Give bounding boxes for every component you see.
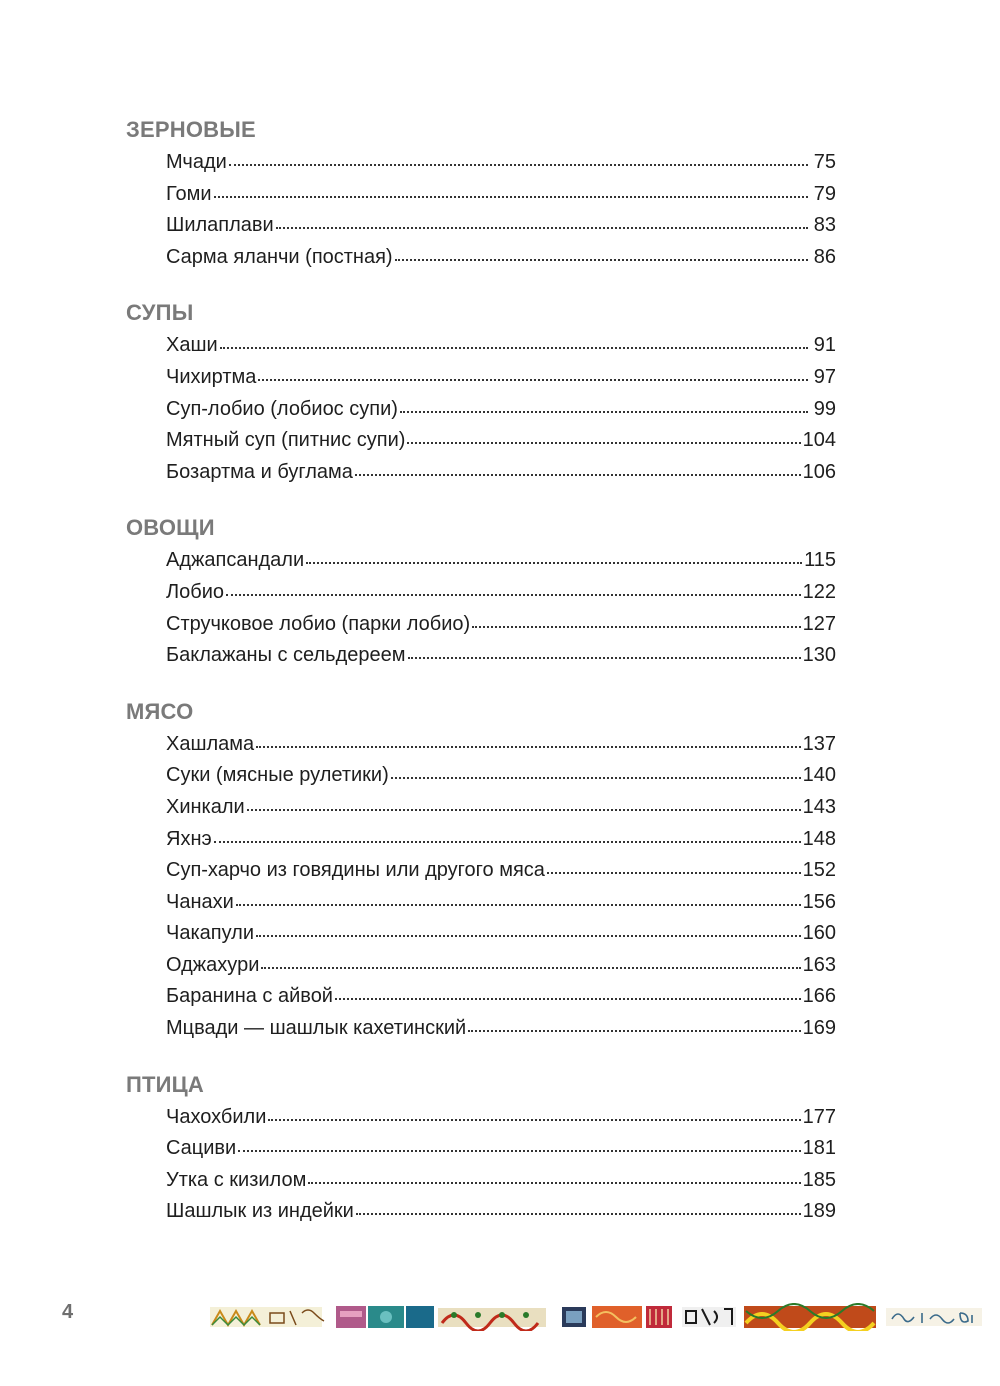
entry-page-number: 97 bbox=[813, 365, 836, 388]
dot-leader bbox=[214, 195, 808, 198]
dot-leader bbox=[408, 656, 801, 659]
toc-entry[interactable] bbox=[126, 981, 836, 1013]
entry-title: Утка с кизилом bbox=[166, 1168, 307, 1191]
toc-entry[interactable] bbox=[126, 242, 836, 274]
entry-title: Чанахи bbox=[166, 890, 234, 913]
toc-entry[interactable] bbox=[126, 950, 836, 982]
entry-title: Баранина с айвой bbox=[166, 985, 333, 1008]
toc-section bbox=[126, 1069, 836, 1228]
toc-entry[interactable] bbox=[126, 394, 836, 426]
dot-leader bbox=[276, 226, 808, 229]
dot-leader bbox=[247, 808, 801, 811]
entry-page-number: 160 bbox=[802, 922, 836, 945]
entry-title: Суки (мясные рулетики) bbox=[166, 764, 389, 787]
dot-leader bbox=[547, 871, 801, 874]
entry-title: Сарма яланчи (постная) bbox=[166, 245, 393, 268]
entry-title: Чахохбили bbox=[166, 1105, 267, 1128]
entry-title: Гоми bbox=[166, 182, 212, 205]
dot-leader bbox=[306, 561, 802, 564]
entry-title: Хаши bbox=[166, 334, 218, 357]
dot-leader bbox=[256, 934, 801, 937]
entry-page-number: 156 bbox=[802, 890, 836, 913]
table-of-contents bbox=[126, 114, 836, 1252]
dot-leader bbox=[335, 997, 801, 1000]
dot-leader bbox=[261, 966, 800, 969]
entry-page-number: 189 bbox=[802, 1200, 836, 1223]
toc-entry[interactable] bbox=[126, 887, 836, 919]
toc-entry[interactable] bbox=[126, 179, 836, 211]
entry-page-number: 122 bbox=[802, 580, 836, 603]
entry-page-number: 166 bbox=[802, 985, 836, 1008]
toc-entry[interactable] bbox=[126, 1196, 836, 1228]
toc-entry[interactable] bbox=[126, 609, 836, 641]
dot-leader bbox=[400, 410, 808, 413]
entry-page-number: 143 bbox=[802, 795, 836, 818]
entry-title: Стручковое лобио (парки лобио) bbox=[166, 612, 471, 635]
toc-entry[interactable] bbox=[126, 362, 836, 394]
ornament-dark-tiles-block bbox=[562, 1306, 672, 1328]
entry-title: Бозартма и буглама bbox=[166, 460, 353, 483]
entry-page-number: 127 bbox=[802, 612, 836, 635]
entry-page-number: 115 bbox=[804, 549, 836, 572]
entry-title: Мцвади — шашлык кахетинский bbox=[166, 1017, 467, 1040]
dot-leader bbox=[308, 1181, 800, 1184]
entry-page-number: 91 bbox=[813, 334, 836, 357]
ornament-floral-red-block bbox=[438, 1308, 546, 1331]
ornament-tiles-block bbox=[336, 1306, 434, 1328]
section-heading: СУПЫ bbox=[126, 300, 194, 326]
entry-page-number: 106 bbox=[802, 460, 836, 483]
toc-entry[interactable] bbox=[126, 210, 836, 242]
dot-leader bbox=[355, 473, 801, 476]
entry-page-number: 140 bbox=[802, 764, 836, 787]
toc-entry[interactable] bbox=[126, 729, 836, 761]
entry-page-number: 169 bbox=[802, 1017, 836, 1040]
entry-title: Баклажаны с сельдереем bbox=[166, 644, 406, 667]
entry-title: Лобио bbox=[166, 580, 224, 603]
entry-title: Мятный суп (питнис супи) bbox=[166, 429, 406, 452]
toc-section bbox=[126, 512, 836, 671]
section-heading: ЗЕРНОВЫЕ bbox=[126, 117, 256, 142]
toc-entry[interactable] bbox=[126, 545, 836, 577]
entry-title: Сациви bbox=[166, 1137, 237, 1160]
entry-page-number: 152 bbox=[802, 859, 836, 882]
ornament-bw-pattern-block bbox=[682, 1307, 736, 1327]
dot-leader bbox=[256, 745, 800, 748]
entry-page-number: 104 bbox=[802, 429, 836, 452]
toc-entry[interactable] bbox=[126, 577, 836, 609]
dot-leader bbox=[258, 378, 808, 381]
toc-entry[interactable] bbox=[126, 457, 836, 489]
dot-leader bbox=[229, 163, 808, 166]
entry-title: Оджахури bbox=[166, 953, 260, 976]
entry-page-number: 79 bbox=[813, 182, 836, 205]
toc-entry[interactable] bbox=[126, 824, 836, 856]
toc-entry[interactable] bbox=[126, 147, 836, 179]
toc-section bbox=[126, 114, 836, 273]
entry-title: Яхнэ bbox=[166, 827, 212, 850]
toc-entry[interactable] bbox=[126, 1165, 836, 1197]
toc-entry[interactable] bbox=[126, 1013, 836, 1045]
section-heading: МЯСО bbox=[126, 698, 194, 724]
dot-leader bbox=[468, 1029, 800, 1032]
entry-page-number: 99 bbox=[813, 397, 836, 420]
toc-section bbox=[126, 696, 836, 1045]
dot-leader bbox=[472, 625, 800, 628]
entry-page-number: 75 bbox=[813, 151, 836, 173]
entry-title: Суп-харчо из говядины или другого мяса bbox=[166, 859, 545, 882]
entry-title: Шилаплави bbox=[166, 214, 274, 237]
toc-entry[interactable] bbox=[126, 855, 836, 887]
entry-page-number: 83 bbox=[813, 214, 836, 237]
page-number: 4 bbox=[62, 1301, 74, 1323]
dot-leader bbox=[220, 346, 808, 349]
ornament-vine-block bbox=[744, 1304, 876, 1331]
toc-entry[interactable] bbox=[126, 918, 836, 950]
toc-entry[interactable] bbox=[126, 640, 836, 672]
entry-title: Мчади bbox=[166, 151, 227, 173]
entry-title: Аджапсандали bbox=[166, 549, 305, 572]
toc-entry[interactable] bbox=[126, 330, 836, 362]
dot-leader bbox=[395, 258, 808, 261]
dot-leader bbox=[214, 840, 801, 843]
toc-section bbox=[126, 297, 836, 488]
entry-page-number: 181 bbox=[802, 1137, 836, 1160]
entry-title: Суп-лобио (лобиос супи) bbox=[166, 397, 398, 420]
ornament-zigzag-block bbox=[210, 1307, 324, 1327]
entry-title: Чакапули bbox=[166, 922, 254, 945]
entry-title: Чихиртма bbox=[166, 365, 257, 388]
toc-entry[interactable] bbox=[126, 792, 836, 824]
entry-page-number: 185 bbox=[802, 1168, 836, 1191]
entry-title: Хинкали bbox=[166, 795, 245, 818]
entry-page-number: 86 bbox=[813, 245, 836, 268]
dot-leader bbox=[236, 903, 801, 906]
toc-entry[interactable] bbox=[126, 1133, 836, 1165]
section-heading: ПТИЦА bbox=[126, 1071, 205, 1097]
dot-leader bbox=[356, 1212, 801, 1215]
toc-entry[interactable] bbox=[126, 1102, 836, 1134]
dot-leader bbox=[226, 593, 801, 596]
entry-title: Шашлык из индейки bbox=[166, 1200, 354, 1223]
entry-page-number: 137 bbox=[802, 732, 836, 755]
dot-leader bbox=[391, 776, 801, 779]
entry-title: Хашлама bbox=[166, 732, 255, 755]
toc-entry[interactable] bbox=[126, 425, 836, 457]
entry-page-number: 148 bbox=[802, 827, 836, 850]
entry-page-number: 130 bbox=[802, 644, 836, 667]
toc-entry[interactable] bbox=[126, 760, 836, 792]
decorative-ornament-strip bbox=[210, 1303, 982, 1331]
ornament-script-block bbox=[886, 1308, 982, 1326]
entry-page-number: 177 bbox=[802, 1105, 836, 1128]
dot-leader bbox=[238, 1149, 800, 1152]
section-heading: ОВОЩИ bbox=[126, 515, 215, 541]
dot-leader bbox=[268, 1118, 800, 1121]
entry-page-number: 163 bbox=[802, 953, 836, 976]
dot-leader bbox=[407, 441, 800, 444]
